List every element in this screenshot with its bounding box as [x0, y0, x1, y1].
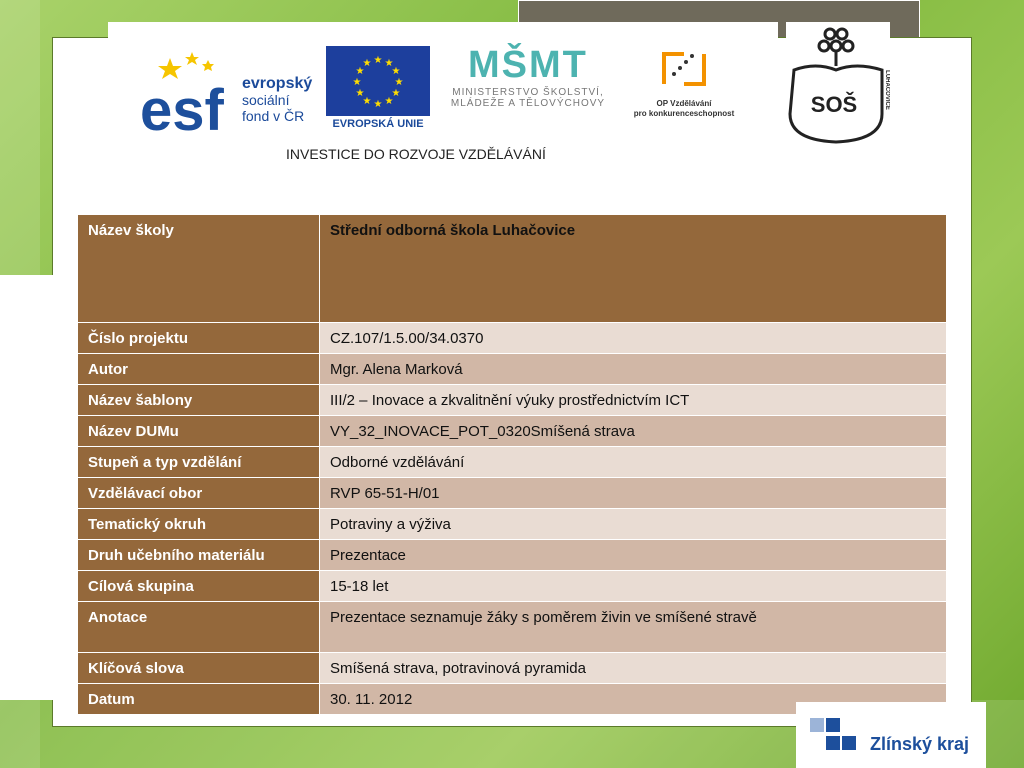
row-label: Tematický okruh — [78, 509, 320, 540]
row-label: Číslo projektu — [78, 323, 320, 354]
msmt-line2: MLÁDEŽE A TĚLOVÝCHOVY — [450, 98, 606, 109]
svg-text:★: ★ — [384, 96, 394, 107]
msmt-logo — [438, 44, 618, 139]
row-label: Název školy — [78, 215, 320, 323]
region-squares-icon — [808, 716, 868, 766]
table-row — [78, 215, 947, 323]
svg-text:★: ★ — [394, 77, 404, 88]
op-line1: OP Vzdělávání — [656, 99, 712, 108]
row-value: Prezentace — [320, 540, 947, 571]
esf-line2: sociální — [242, 92, 290, 108]
msmt-line1: MINISTERSTVO ŠKOLSTVÍ, — [452, 87, 604, 98]
row-label: Datum — [78, 684, 320, 715]
svg-text:★: ★ — [362, 58, 372, 69]
row-value: 30. 11. 2012 — [320, 684, 947, 715]
table-row — [78, 509, 947, 540]
svg-text:★: ★ — [391, 66, 401, 77]
table-row — [78, 385, 947, 416]
svg-text:★: ★ — [373, 55, 383, 66]
svg-text:★: ★ — [373, 99, 383, 110]
row-label: Název šablony — [78, 385, 320, 416]
investice-slogan: INVESTICE DO ROZVOJE VZDĚLÁVÁNÍ — [286, 146, 546, 162]
table-row — [78, 416, 947, 447]
row-label: Stupeň a typ vzdělání — [78, 447, 320, 478]
row-label: Anotace — [78, 602, 320, 653]
svg-text:★: ★ — [355, 88, 365, 99]
row-label: Klíčová slova — [78, 653, 320, 684]
region-name: Zlínský kraj — [870, 734, 970, 754]
row-value: VY_32_INOVACE_POT_0320Smíšená strava — [320, 416, 947, 447]
op-logo — [624, 44, 744, 136]
row-value: Odborné vzdělávání — [320, 447, 947, 478]
eu-logo — [326, 46, 430, 136]
table-row — [78, 447, 947, 478]
row-label: Cílová skupina — [78, 571, 320, 602]
eu-label: EVROPSKÁ UNIE — [332, 118, 424, 130]
zlinsky-kraj-logo — [796, 702, 986, 768]
svg-text:★: ★ — [362, 96, 372, 107]
op-line2: pro konkurenceschopnost — [633, 109, 735, 118]
row-value: Střední odborná škola Luhačovice — [320, 215, 947, 323]
table-row — [78, 354, 947, 385]
row-value: CZ.107/1.5.00/34.0370 — [320, 323, 947, 354]
op-cycle-icon — [654, 44, 714, 94]
sos-side-label: LUHAČOVICE — [884, 70, 890, 110]
row-value: 15-18 let — [320, 571, 947, 602]
sos-shield-icon — [786, 22, 890, 146]
row-value: Mgr. Alena Marková — [320, 354, 947, 385]
row-label: Autor — [78, 354, 320, 385]
svg-text:★: ★ — [352, 77, 362, 88]
row-value: III/2 – Inovace a zkvalitnění výuky prostřednictvím ICT — [320, 385, 947, 416]
row-value: Smíšená strava, potravinová pyramida — [320, 653, 947, 684]
esf-line3: fond v ČR — [242, 108, 305, 124]
esf-text — [242, 76, 312, 124]
table-row — [78, 571, 947, 602]
row-value: RVP 65-51-H/01 — [320, 478, 947, 509]
row-label: Název DUMu — [78, 416, 320, 447]
row-label: Vzdělávací obor — [78, 478, 320, 509]
sos-mark: SOŠ — [810, 92, 858, 117]
table-row — [78, 323, 947, 354]
esf-mark-icon — [140, 46, 238, 132]
row-value: Prezentace seznamuje žáky s poměrem živin ve smíšené stravě — [320, 602, 947, 653]
project-info-table — [77, 214, 947, 715]
svg-text:esf: esf — [140, 78, 224, 132]
table-row — [78, 478, 947, 509]
svg-text:★: ★ — [384, 58, 394, 69]
esf-line1: evropský — [242, 75, 313, 92]
eu-flag-icon — [326, 46, 430, 116]
table-row — [78, 602, 947, 653]
row-label: Druh učebního materiálu — [78, 540, 320, 571]
left-panel — [0, 275, 60, 700]
esf-logo — [140, 46, 320, 136]
table-row — [78, 653, 947, 684]
table-row — [78, 540, 947, 571]
msmt-mark: MŠMT — [468, 44, 588, 86]
svg-text:★: ★ — [355, 66, 365, 77]
row-value: Potraviny a výživa — [320, 509, 947, 540]
sos-logo — [786, 22, 890, 146]
svg-text:★: ★ — [391, 88, 401, 99]
